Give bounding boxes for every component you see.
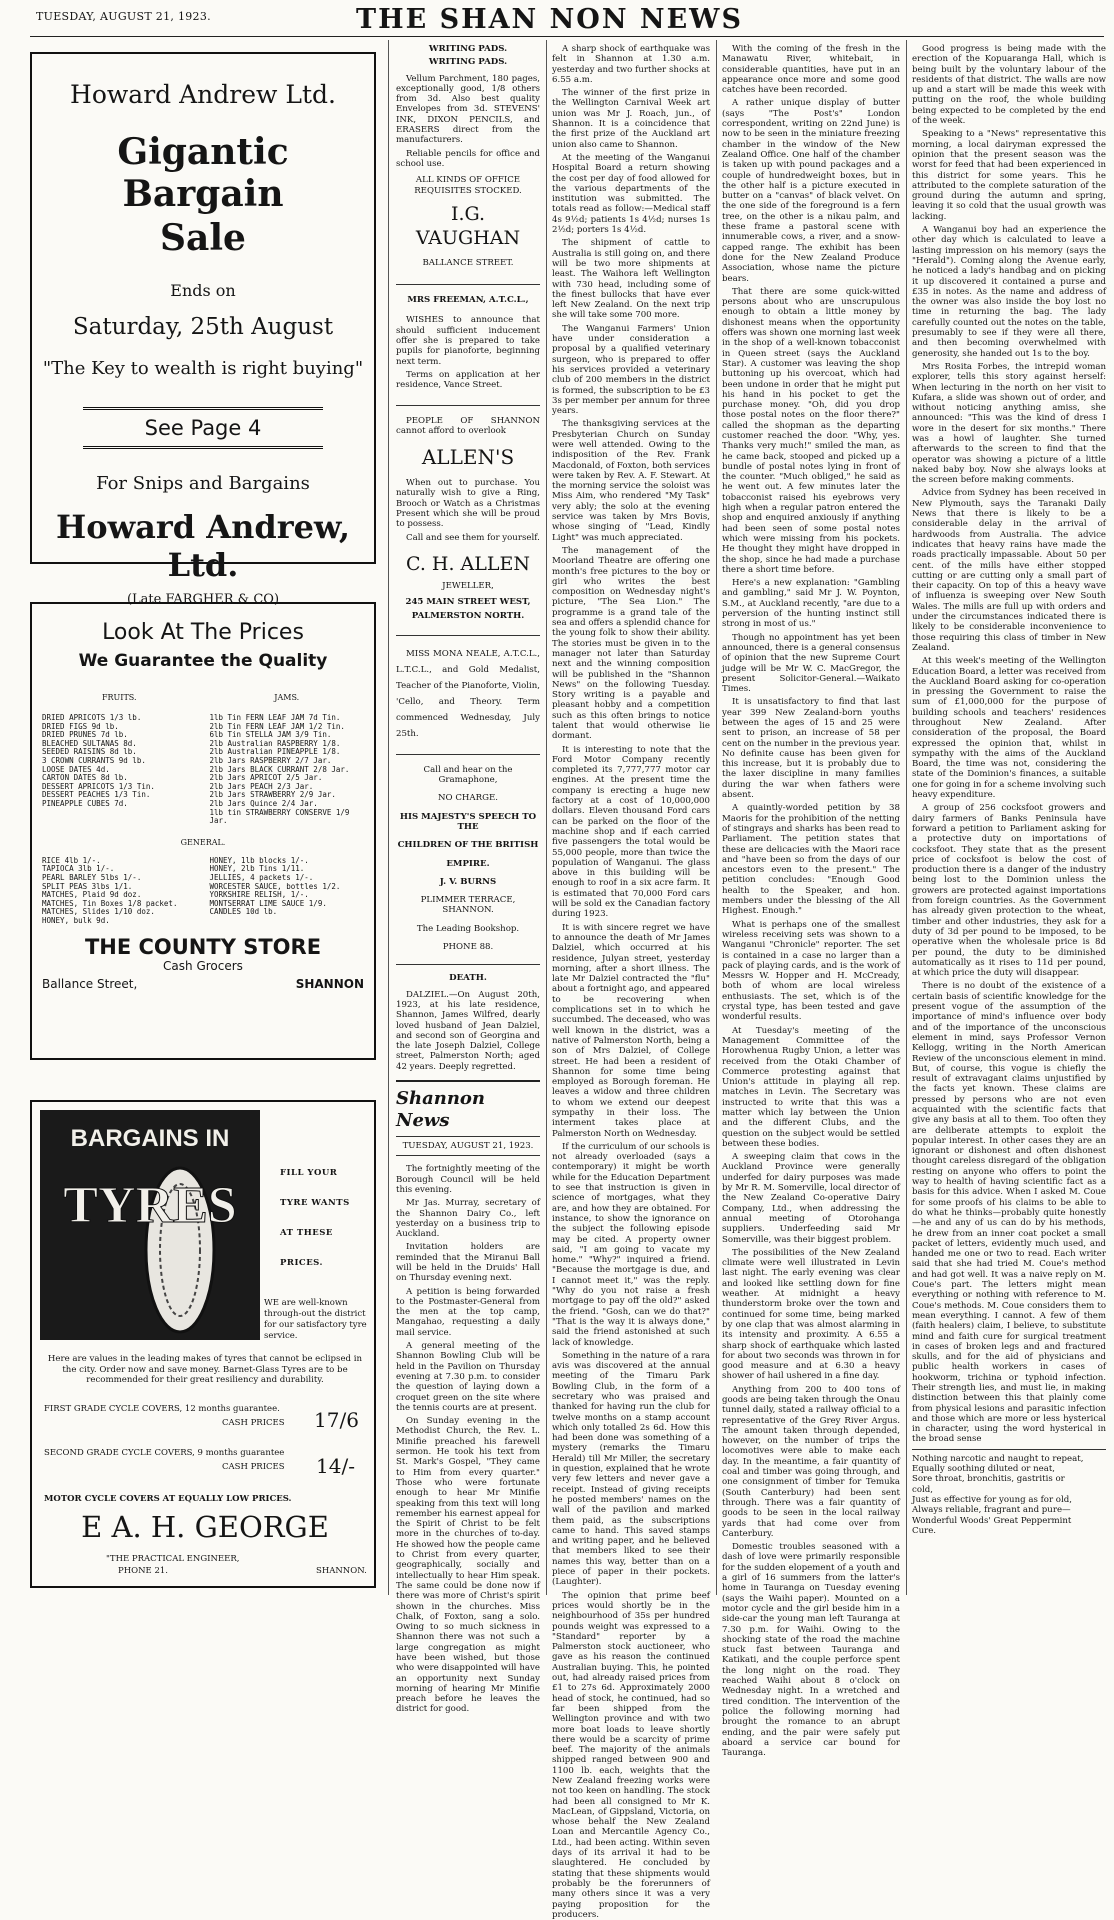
stationery-advert-text: Reliable pencils for office and school use. [396, 148, 540, 169]
jams-heading: JAMS. [274, 693, 300, 702]
allens-advert-text: Call and see them for yourself. [406, 532, 540, 543]
news-paragraph: Speaking to a "News" representative this morning, a local dairyman expressed the opinion that the present season was the worst for feed that had been experienced in this district for some years. This he attributed to the complete saturation of the ground during the autumn and spring, leaving it so cold that the usual growth was lacking. [912, 129, 1106, 222]
store-town: SHANNON [295, 977, 364, 992]
advert-headline: Gigantic Bargain [117, 131, 289, 215]
peppermint-verse: Always reliable, fragrant and pure— [912, 1505, 1071, 1516]
freeman-heading: MRS FREEMAN, A.T.C.L., [407, 295, 529, 306]
second-grade-price: 14/- [316, 1454, 355, 1478]
firm-name: E A. H. GEORGE [81, 1510, 329, 1544]
advert-text: For Snips and Bargains [96, 473, 310, 494]
firm-phone: PHONE 21. [118, 1566, 168, 1576]
vaughan-name: I.G. VAUGHAN [415, 202, 521, 249]
advert-headline: Look At The Prices [102, 620, 304, 645]
cash-prices-label: CASH PRICES [222, 1418, 285, 1428]
column-rule [716, 40, 717, 1595]
news-paragraph: What is perhaps one of the smallest wireless receiving sets was shown to a Wanganui "Chronicle" reporter. The set is contained in a case no larger than a pack of playing cards, and is the work of Messrs W. Hopper and H. McCready, both of whom are local wireless enthusiasts. The set, which is of the crystal type, has been tested and gave wonderful results. [722, 919, 900, 1023]
see-page-box [83, 407, 323, 449]
news-paragraph: At Tuesday's meeting of the Management Committee of the Horowhenua Rugby Union, a letter was received from the Otaki Chamber of Commerce protesting against that Union's attitude in playing all rep. matches in Levin. The Secretary was instructed to write that this was a matter which lay between the Union and the different Clubs, and the question on the subject would be settled between these bodies. [722, 1025, 900, 1149]
writing-pads-heading: WRITING PADS. [428, 57, 508, 68]
column-rule [906, 40, 907, 1595]
stationery-advert-text: Vellum Parchment, 180 pages, exceptionally good, 1/8 others from 3d. Also best quality Envelopes from 3d. STEVENS' INK, DIXON PENCILS, and ERASERS direct from the manufacturers. [396, 73, 540, 146]
store-type: Cash Grocers [163, 959, 243, 974]
general-heading: GENERAL. [180, 837, 226, 847]
vaughan-address: BALLANCE STREET. [422, 257, 514, 268]
peppermint-verse: Just as effective for young as for old, [912, 1494, 1072, 1505]
news-paragraph: The shipment of cattle to Australia is still going on, and there will be two more shipments at least. The Waihora left Wellington with 730 head, including some of the finest bullocks that have ever left New Zealand. On the next trip she will take some 700 more. [552, 238, 710, 321]
second-grade-text: SECOND GRADE CYCLE COVERS, 9 months guarantee [44, 1448, 285, 1458]
advert-divider [396, 964, 540, 965]
peppermint-verse: Nothing narcotic and naught to repeat, [912, 1453, 1084, 1464]
nameplate-rule [396, 1136, 540, 1137]
shannon-news-date: TUESDAY, AUGUST 21, 1923. [402, 1141, 534, 1152]
tyre-illustration [40, 1110, 260, 1340]
news-paragraph: Mr Jas. Murray, secretary of the Shannon Dairy Co., left yesterday on a business trip to Auckland. [396, 1198, 540, 1240]
writing-pads-heading: WRITING PADS. [428, 44, 508, 54]
news-paragraph: The thanksgiving services at the Presbyterian Church on Sunday were well attended. Owing to the indisposition of the Rev. Frank Macdonald, of Foxton, both services were taken by Rev. A. F. Stewart. At the morning service the soloist was Miss Aim, who rendered "My Task" very ably; the solo at the evening service was taken by Mrs Bovis, whose singing of "Lead, Kindly Light" was much appreciated. [552, 419, 710, 543]
news-paragraph: Something in the nature of a rara avis was discovered at the annual meeting of the Timaru Park Bowling Club, in the form of a secretary who was praised and thanked for having run the club for twelve months on a stamp account which only totalled 2s 6d. How this had been done was something of a mystery (remarks the Timaru Herald) till Mr Miller, the secretary in question, explained that he wrote very few letters and never gave a receipt. Instead of giving receipts he posted members' names on the wall of the pavilion and marked them paid, as the subscriptions came to hand. This saved stamps and writing paper, and he believed that members liked to see their names this way, better than on a piece of paper in their pockets. (Laughter). [552, 1350, 710, 1588]
peppermint-verse: Sore throat, bronchitis, gastritis or [912, 1474, 1065, 1485]
news-paragraph: Good progress is being made with the erection of the Kopuaranga Hall, which is being built by the voluntary labour of the residents of that district. The walls are now up and a start will be made this week with putting on the roof, the whole building being expected to be completed by the end of the week. [912, 44, 1106, 127]
neale-advert-text: MISS MONA NEALE, A.T.C.L., L.T.C.L., and Gold Medalist, Teacher of the Pianoforte, Violin, 'Cello, and Theory. Term commenced Wednesday, July 25th. [396, 648, 541, 739]
column-3 [552, 44, 710, 1920]
article-divider [912, 1449, 1106, 1450]
advert-headline: Sale [160, 217, 246, 259]
news-paragraph: A sharp shock of earthquake was felt in Shannon at 1.30 a.m. yesterday and two further shocks at 6.55 a.m. [552, 44, 710, 85]
news-paragraph: A quaintly-worded petition by 38 Maoris for the prohibition of the netting of stingrays and sharks has been read to Parliament. The petition states that these are delicacies with the Maori race and "have been so from the days of our ancestors even to the present." The petition concludes: "Enough Good health to the Speaker, and hon. members under the blessing of the All Highest. Enough." [722, 803, 900, 917]
store-name: THE COUNTY STORE [84, 935, 322, 960]
news-paragraph: Domestic troubles seasoned with a dash of love were primarily responsible for the sudden elopement of a youth and a girl of 16 summers from the latter's home in Tauranga on Tuesday evening (says the Waihi paper). Mounted on a motor cycle and the girl beside him in a side-car the young man left Tauranga at 7.30 p.m. for Waihi. Owing to the shocking state of the road the machine stuck fast between Tauranga and Katikati, and the couple perforce spent the long night on the road. They reached Waihi about 8 o'clock on Wednesday night. In a wretched and tired condition. The intervention of the police the following morning had brought the romance to an abrupt ending, and the pair were safely put aboard a service car bound for Tauranga. [722, 1542, 900, 1759]
news-paragraph: At the meeting of the Wanganui Hospital Board a return showing the cost per day of food allowed for the various departments of the institution was submitted. The totals read as follow:—Medical staff 4s 9½d; patients 1s 4½d; nurses 1s 2½d; porters 1s 4½d. [552, 152, 710, 236]
tyres-wordmark: TYRES [63, 1177, 237, 1234]
burns-tagline: The Leading Bookshop. [416, 923, 520, 934]
gramophone-text: CHILDREN OF THE BRITISH [397, 840, 539, 851]
firm-town: SHANNON. [316, 1566, 367, 1576]
news-paragraph: The Wanganui Farmers' Union have under consideration a proposal by a qualified veterinary surgeon, who is prepared to offer his services provided a veterinary club of 200 members in the district is formed, the subscription to be £3 3s per member per annum for three years. [552, 323, 710, 417]
advert-divider [396, 754, 540, 755]
tyres-side-text: TYRE WANTS [280, 1198, 350, 1208]
advert-divider [396, 405, 540, 406]
news-paragraph: Advice from Sydney has been received in New Plymouth, says the Taranaki Daily News that there is likely to be a considerable delay in the arrival of hardwoods from Australia. The advice indicates that heavy rains have made the roads practically impassable. About 50 per cent. of the mills have either stopped cutting or are cutting only a small part of their capacity. On top of this a heavy wave of influenza is sweeping over New South Wales. The mills are full up with orders and under the circumstances indicated there is likely to be considerable inconvenience to those requiring this class of timber in New Zealand. [912, 488, 1106, 653]
news-paragraph: The winner of the first prize in the Wellington Carnival Week art union was Mr J. Roach, jun., of Shannon. It is a coincidence that the first prize of the Auckland art union also came to Shannon. [552, 88, 710, 150]
news-paragraph: With the coming of the fresh in the Manawatu River, whitebait, in considerable quantities, have put in an appearance once more and some good catches have been recorded. [722, 44, 900, 96]
death-heading: DEATH. [449, 973, 487, 984]
news-paragraph: It is with sincere regret we have to announce the death of Mr James Dalziel, which occurred at his residence, Julyan street, yesterday morning, after a short illness. The late Mr Dalziel contracted the "flu" about a fortnight ago, and appeared to be recovering when complications set in to which he succumbed. The deceased, who was well known in the district, was a native of Palmerston North, being a son of Mrs Dalziel, of College street. He had been a resident of Shannon for some time being employed as Borough foreman. He leaves a widow and three children to whom we extend our deepest sympathy in their loss. The interment takes place at Palmerston North on Wednesday. [552, 922, 710, 1139]
column-5 [912, 44, 1106, 1590]
advert-subhead: We Guarantee the Quality [78, 651, 328, 671]
newspaper-title: THE SHAN NON NEWS [356, 4, 743, 35]
news-paragraph: A group of 256 cocksfoot growers and dairy farmers of Banks Peninsula have forward a petition to Parliament asking for a protective duty on importations of cocksfoot. They state that as the present price of cocksfoot is below the cost of production there is a danger of the industry being lost to the Dominion unless the growers are protected against importations from foreign countries. As the Government has already given protection to the wheat, timber and other industries, they ask for a duty of 3d per pound to be imposed, to be operative when the wholesale price is 8d per pound, the duty to be diminished automatically as it rises to 11d per pound, at which price the duty will disappear. [912, 803, 1106, 979]
advert-divider [396, 284, 540, 285]
tyres-banner: BARGAINS IN [70, 1125, 230, 1152]
fruit-price-list: DRIED APRICOTS 1/3 lb. DRIED FIGS 9d lb. DRIED PRUNES 7d lb. BLEACHED SULTANAS 8d. SEEDED RAISINS 8d lb. 3 CROWN CURRANTS 9d lb. LOOSE DATES 4d. CARTON DATES 8d lb. DESSERT APRICOTS 1/3 Tin. DESSERT PEACHES 1/3 Tin. PINEAPPLE CUBES 7d. [42, 713, 155, 808]
news-paragraph: Mrs Rosita Forbes, the intrepid woman explorer, tells this story against herself: When lecturing in the north on her visit to Kufara, a slide was shown out of order, and without noticing anything amiss, she announced: "This was the kind of dress I wore in the desert for six months." There was a howl of laughter. She turned afterwards to the screen to find that the operator was showing a picture of a little naked baby boy. Now she always looks at the screen before making comments. [912, 361, 1106, 486]
tyres-side-text: FILL YOUR [280, 1168, 338, 1178]
advert-slogan: "The Key to wealth is right buying" [42, 358, 364, 379]
tyres-values-text: Here are values in the leading makes of tyres that cannot be eclipsed in the city. Order now and save money. Barnet-Glass Tyres are to be recommended for their great resiliency and durability. [47, 1354, 363, 1385]
cash-prices-label: CASH PRICES [222, 1462, 285, 1472]
burns-phone: PHONE 88. [442, 942, 494, 953]
issue-date: TUESDAY, AUGUST 21, 1923. [36, 10, 211, 23]
allen-address: PALMERSTON NORTH. [411, 610, 525, 621]
news-paragraph: A Wanganui boy had an experience the other day which is calculated to leave a lasting impression on his memory (says the "Herald"). Coming along the Avenue early, he noticed a lady's handbag and on picking it up discovered it contained a purse and £35 in notes. As the name and address of the owner was also inside the boy lost no time in returning the bag. The lady carefully counted out the notes on the table, presumably to see if they were all there, and then becoming overwhelmed with generosity, she handed out 1s to the boy. [912, 225, 1106, 359]
advert-divider [396, 1080, 540, 1082]
advert-text: (Late FARGHER & CO) [126, 592, 280, 607]
news-paragraph: Invitation holders are reminded that the Miranui Ball will be held in the Druids' Hall on Thursday evening next. [396, 1242, 540, 1284]
first-grade-text: FIRST GRADE CYCLE COVERS, 12 months guarantee. [44, 1404, 280, 1414]
advert-text: Ends on [170, 281, 236, 300]
tyres-side-text: PRICES. [280, 1258, 323, 1268]
allens-advert-text: PEOPLE OF SHANNON cannot afford to overlook [396, 415, 540, 436]
firm-tagline: "THE PRACTICAL ENGINEER, [106, 1554, 240, 1564]
advert-firm-name: Howard Andrew, Ltd. [56, 508, 350, 584]
gramophone-text: EMPIRE. [446, 858, 490, 869]
allens-heading: ALLEN'S [421, 445, 515, 470]
news-paragraph: It is unsatisfactory to find that last year 399 New Zealand-born youths between the ages of 15 and 25 were sent to prison, an increase of 58 per cent on the number in the previous year. No definite cause has been given for this increase, but it is probably due to the laxer discipline in many families during the war when fathers were absent. [722, 697, 900, 801]
column-4 [722, 44, 900, 1759]
allens-advert-text: When out to purchase. You naturally wish to give a Ring, Brooch or Watch as a Christmas Present which she will be proud to possess. [396, 478, 540, 530]
advert-divider [396, 635, 540, 636]
column-rule [546, 40, 547, 1595]
news-paragraph: At this week's meeting of the Wellington Education Board, a letter was received from the Auckland Board asking for co-operation in pressing the Government to raise the sum of £1,000,000 for the purpose of building schools and teachers' residences throughout New Zealand. After consideration of the proposal, the Board expressed the opinion that, whilst in sympathy with the aims of the Auckland Board, the time was not, considering the state of the Dominion's finances, a suitable one for going in for a scheme involving such heavy expenditure. [912, 656, 1106, 801]
peppermint-verse: Wonderful Woods' Great Peppermint [912, 1515, 1072, 1526]
gramophone-text: Call and hear on the Gramaphone, [423, 764, 513, 786]
tyres-advert [30, 1100, 376, 1588]
peppermint-verse: Cure. [912, 1525, 937, 1536]
freeman-advert-text: Terms on application at her residence, Vance Street. [396, 369, 540, 391]
news-paragraph: The management of the Moorland Theatre are offering one month's free pictures to the boy or girl who writes the best composition on Wednesday night's picture, "The Sea Lion." The programme is a grand tale of the sea and offers a splendid chance for the young folk to show their ability. The stories must be given in to the manager not later than Saturday next and the winning composition will be published in the "Shannon News" on the following Tuesday. Story writing is a payable and pleasant hobby and a competition such as this often brings to notice talent that would otherwise lie dormant. [552, 545, 710, 742]
peppermint-verse: Equally soothing diluted or neat, [912, 1464, 1056, 1475]
news-paragraph: On Sunday evening in the Methodist Church, the Rev. L. Minifie preached his farewell sermon. He took his text from St. Mark's Gospel, "They came to Him from every quarter." Those who were fortunate enough to hear Mr Minifie speaking from this text will long remember his earnest appeal for the Spirit of Christ to be felt more in the churches of to-day. He showed how the people came to Christ from every quarter, geographically, socially and intellectually to hear Him speak. The same could be done now if there was more of Christ's spirit shown in the churches. Miss Chalk, of Foxton, sang a solo. Owing to so much sickness in Shannon there was not such a large congregation as might have been wished, but those who were disappointed will have an opportunity next Sunday morning of hearing Mr Minifie preach before he leaves the district for good. [396, 1416, 540, 1715]
shannon-news-nameplate: Shannon News [396, 1088, 486, 1132]
gramophone-text: NO CHARGE. [438, 793, 498, 804]
news-paragraph: A rather unique display of butter (says "The Post's" London correspondent, writing on 22nd June) is now to be seen in the miniature freezing chamber in the window of the New Zealand Office. One half of the chamber is taken up with pound packages and a couple of hundredweight boxes, but in the other half is a picture executed in butter on a "canvas" of black velvet. On the one side of the foreground is a fern tree, on the other is a nikau palm, and these frame a pastoral scene with innumerable cows, a river, and a snow-capped range. The exhibit has been done for the New Zealand Produce Association, whose name the picture bears. [722, 98, 900, 284]
stationery-advert-text: ALL KINDS OF OFFICE REQUISITES STOCKED. [414, 175, 522, 196]
allen-title: JEWELLER, [442, 580, 494, 591]
news-paragraph: The possibilities of the New Zealand climate were well illustrated in Levin last night. The early evening was clear and looked like settling down for fine weather. At midnight a heavy thunderstorm broke over the town and continued for some time, being marked by one clap that was almost alarming in its intensity and proximity. A 6.55 a sharp shock of earthquake which lasted for about two seconds was thrown in for good measure and at 6.30 a heavy shower of hail ushered in a fine day. [722, 1247, 900, 1382]
allen-address: 245 MAIN STREET WEST, [405, 597, 531, 608]
advert-headline: Howard Andrew Ltd. [70, 80, 336, 109]
news-paragraph: It is interesting to note that the Ford Motor Company recently completed its 7,777,777 motor car engines. At the present time the company is erecting a huge new factory at a cost of 10,000,000 dollars. Eleven thousand Ford cars can be parked on the floor of the machine shop and if each carried five passengers the total would be 55,000 people, more than twice the population of Wanganui. The glass above in this building will be enough to roof in a six acre farm. It is estimated that 70,000 Ford cars will be sold ex the Canadian factory during 1923. [552, 744, 710, 920]
general-price-list: HONEY, 1lb blocks 1/-. HONEY, 2lb Tins 1/11. JELLIES, 4 packets 1/-. WORCESTER SAUCE, bottles 1/2. YORKSHIRE RELISH, 1/-. MONTSERRAT LIME SAUCE 1/9. CANDLES 10d lb. [209, 855, 341, 917]
see-page-label: See Page 4 [144, 416, 262, 440]
news-paragraph: A sweeping claim that cows in the Auckland Province were generally underfed for dairy purposes was made by Mr R. M. Somerville, local director of the New Zealand Co-operative Dairy Company, Ltd., when addressing the annual meeting of Otorohanga suppliers. Underfeeding said Mr Somerville, was their biggest problem. [722, 1152, 900, 1245]
column-2 [396, 44, 541, 1715]
advert-text: Saturday, 25th August [72, 314, 334, 340]
freeman-advert-text: WISHES to announce that should sufficient inducement offer she is prepared to take pupils for pianoforte, beginning next term. [396, 315, 540, 367]
news-paragraph: That there are some quick-witted persons about who are unscrupulous enough to obtain a little money by dishonest means when the opportunity offers was shown one morning last week in the shop of a well-known tobacconist in Queen street (says the Auckland Star). A customer was leaving the shop buttoning up his overcoat, which had been undone in order that he might put his hand in his pocket to get the purchase money. "Oh, did you drop those postal notes on the floor there?" called the shopman as the departing customer reached the door. "Why, yes. Thanks very much!" smiled the man, as he came back, stooped and picked up a bundle of postal notes lying in front of the counter. "Much obliged," he said as he went out. A few minutes later the tobacconist raised his eyebrows very high when a regular patron entered the shop and enquired anxiously if anything had been seen of some postal notes which were missing from his pockets. He thought they might have dropped in the shop, since he had made a purchase there a short time before. [722, 286, 900, 575]
news-paragraph: There is no doubt of the existence of a certain basis of scientific knowledge for the present vogue of the assumption of the importance of mind's influence over body and of the importance of the unconscious element in mind, says Professor Vernon Kellogg, writing in the North American Review of the unconscious element in mind. But, of course, this vogue is chiefly the result of extravagant claims unjustified by the facts yet known. These claims are pressed by persons who are not even acquainted with the scientific facts that give any basis at all to them. Too often they are deliberate attempts to exploit the popular interest. In other cases they are an ignorant or dishonest and often dishonest thought careless disregard of the obligation resting on anyone who offers to point the way to health of having scientific fact as a basis for this advice. When I asked M. Coue for some proofs of his claims to be able to do what he thinks—probably quite honestly—he and any of us can do by his methods, he drew from an inner coat pocket a small packet of letters, evidently much used, and handed me one or two to read. Each writer said that she had tried M. Coue's method and had got well. It was a naive reply on M. Coue's part. The letters might mean everything or nothing with reference to M. Coue's methods. M. Coue considers them to mean everything. I cannot. A few of them (faith healers) claim, I believe, to substitute mind and faith cure for surgical treatment in cases of broken legs and and fractured skulls, and for the aid of physicians and public health workers in cases of hookworm, trichina or typhoid infection. Their strength lies, and must lie, in making distinction between this that plainly come from physical lesions and parasitic infection and those which are more or less hysterical in character, using the word hysterical in the broad sense [912, 981, 1106, 1445]
news-paragraph: Here's a new explanation: "Gambling and gambling," said Mr J. W. Poynton, S.M., at Auckland recently, "are due to a perversion of the hunting instinct still strong in most of us." [722, 578, 900, 630]
motor-cycle-text: MOTOR CYCLE COVERS AT EQUALLY LOW PRICES. [44, 1494, 292, 1504]
masthead-rule [30, 36, 1104, 37]
howard-andrew-advert [30, 52, 376, 607]
peppermint-verse: cold, [912, 1484, 933, 1495]
tyres-service-text: WE are well-known through-out the district for our satisfactory tyre service. [264, 1298, 367, 1341]
burns-address: PLIMMER TERRACE, SHANNON. [420, 895, 516, 916]
death-notice: DALZIEL.—On August 20th, 1923, at his late residence, Shannon, James Wilfred, dearly loved husband of Jean Dalziel, and second son of Georgina and the late Joseph Dalziel, College street, Palmerston North; aged 42 years. Deeply regretted. [396, 989, 540, 1072]
general-price-list: RICE 4lb 1/-. TAPIOCA 3lb 1/-. PEARL BARLEY 5lbs 1/-. SPLIT PEAS 3lbs 1/1. MATCHES, Plaid 9d doz. MATCHES, Tin Boxes 1/8 packet. MATCHES, Slides 1/10 doz. HONEY, bulk 9d. [42, 855, 178, 925]
news-paragraph: A general meeting of the Shannon Bowling Club will be held in the Pavilion on Thursday evening at 7.30 p.m. to consider the question of laying down a croquet green on the site where the tennis courts are at present. [396, 1341, 540, 1413]
news-paragraph: The fortnightly meeting of the Borough Council will be held this evening. [396, 1164, 540, 1195]
column-rule [388, 40, 389, 1595]
nameplate-rule [396, 1155, 540, 1156]
first-grade-price: 17/6 [314, 1408, 359, 1432]
news-paragraph: Anything from 200 to 400 tons of goods are being taken through the Onau tunnel daily, stated a railway official to a representative of the Grey River Argus. The amount taken through depended, however, on the number of trips the locomotives were able to make each day. In the meantime, a fair quantity of coal and timber was going through, and one consignment of timber for Temuka (South Canterbury) had been sent through. There was a fair quantity of goods to be seen in the local railway yards that had come over from Canterbury. [722, 1384, 900, 1539]
news-paragraph: A petition is being forwarded to the Postmaster-General from the men at the top camp, Mangahao, requesting a daily mail service. [396, 1286, 540, 1338]
burns-name: J. V. BURNS [439, 876, 497, 887]
gramophone-text: HIS MAJESTY'S SPEECH TO THE [399, 811, 537, 832]
tyres-side-text: AT THESE [280, 1228, 333, 1238]
news-paragraph: The opinion that prime beef prices would shortly be in the neighbourhood of 35s per hundred pounds weight was expressed to a "Standard" reporter by a Palmerston stock auctioneer, who gave as his reason the continued Australian buying. This, he pointed out, had already raised prices from £1 to 27s 6d. Approximately 2000 head of stock, he continued, had so far been shipped from the Wellington province and with two more boat loads to leave shortly there would be a scarcity of prime beef. The majority of the animals shipped ranged between 900 and 1100 lb. each, weights that the New Zealand freezing works were not too keen on handling. The stock had been all consigned to Mr K. MacLean, of Gippsland, Victoria, on whose behalf the New Zealand Loan and Mercantile Agency Co., Ltd., had been acting. Within seven days of its arrival it had to be slaughtered. He concluded by stating that these shipments would probably be the forerunners of many others since it was a very paying proposition for the producers. [552, 1590, 710, 1920]
allen-name: C. H. ALLEN [405, 552, 531, 575]
store-street: Ballance Street, [42, 977, 138, 992]
news-paragraph: If the curriculum of our schools is not already overloaded (says a contemporary) it might be worth while for the Education Department to see that instruction is given in science of mortgages, what they are, and how they are obtained. For instance, to show the ignorance on the subject the following episode may be cited. A property owner said, "I am going to vacate my home." "Why?" inquired a friend. "Because the mortgage is due, and I cannot meet it," was the reply. "Why do you not raise a fresh mortgage to pay off the old?" asked the friend. "Gosh, can we do that?" "That is the way it is always done," said the friend astonished at such lack of knowledge. [552, 1141, 710, 1348]
fruits-heading: FRUITS. [101, 693, 137, 702]
news-paragraph: Though no appointment has yet been announced, there is a general consensus of opinion that the new Supreme Court judge will be Mr W. C. MacGregor, the present Solicitor-General.—Waikato Times. [722, 632, 900, 695]
county-store-advert [30, 602, 376, 1060]
jam-price-list: 1lb Tin FERN LEAF JAM 7d Tin. 2lb Tin FERN LEAF JAM 1/2 Tin. 6lb Tin STELLA JAM 3/9 Tin. 2lb Australian RASPBERRY 1/8. 2lb Australian PINEAPPLE 1/8. 2lb Jars RASPBERRY 2/7 Jar. 2lb Jars BLACK CURRANT 2/8 Jar. 2lb Jars APRICOT 2/5 Jar. 2lb Jars PEACH 2/3 Jar. 2lb Jars STRAWBERRY 2/9 Jar. 2lb Jars Quince 2/4 Jar. 1lb tin STRAWBERRY CONSERVE 1/9 Jar. [209, 713, 350, 826]
